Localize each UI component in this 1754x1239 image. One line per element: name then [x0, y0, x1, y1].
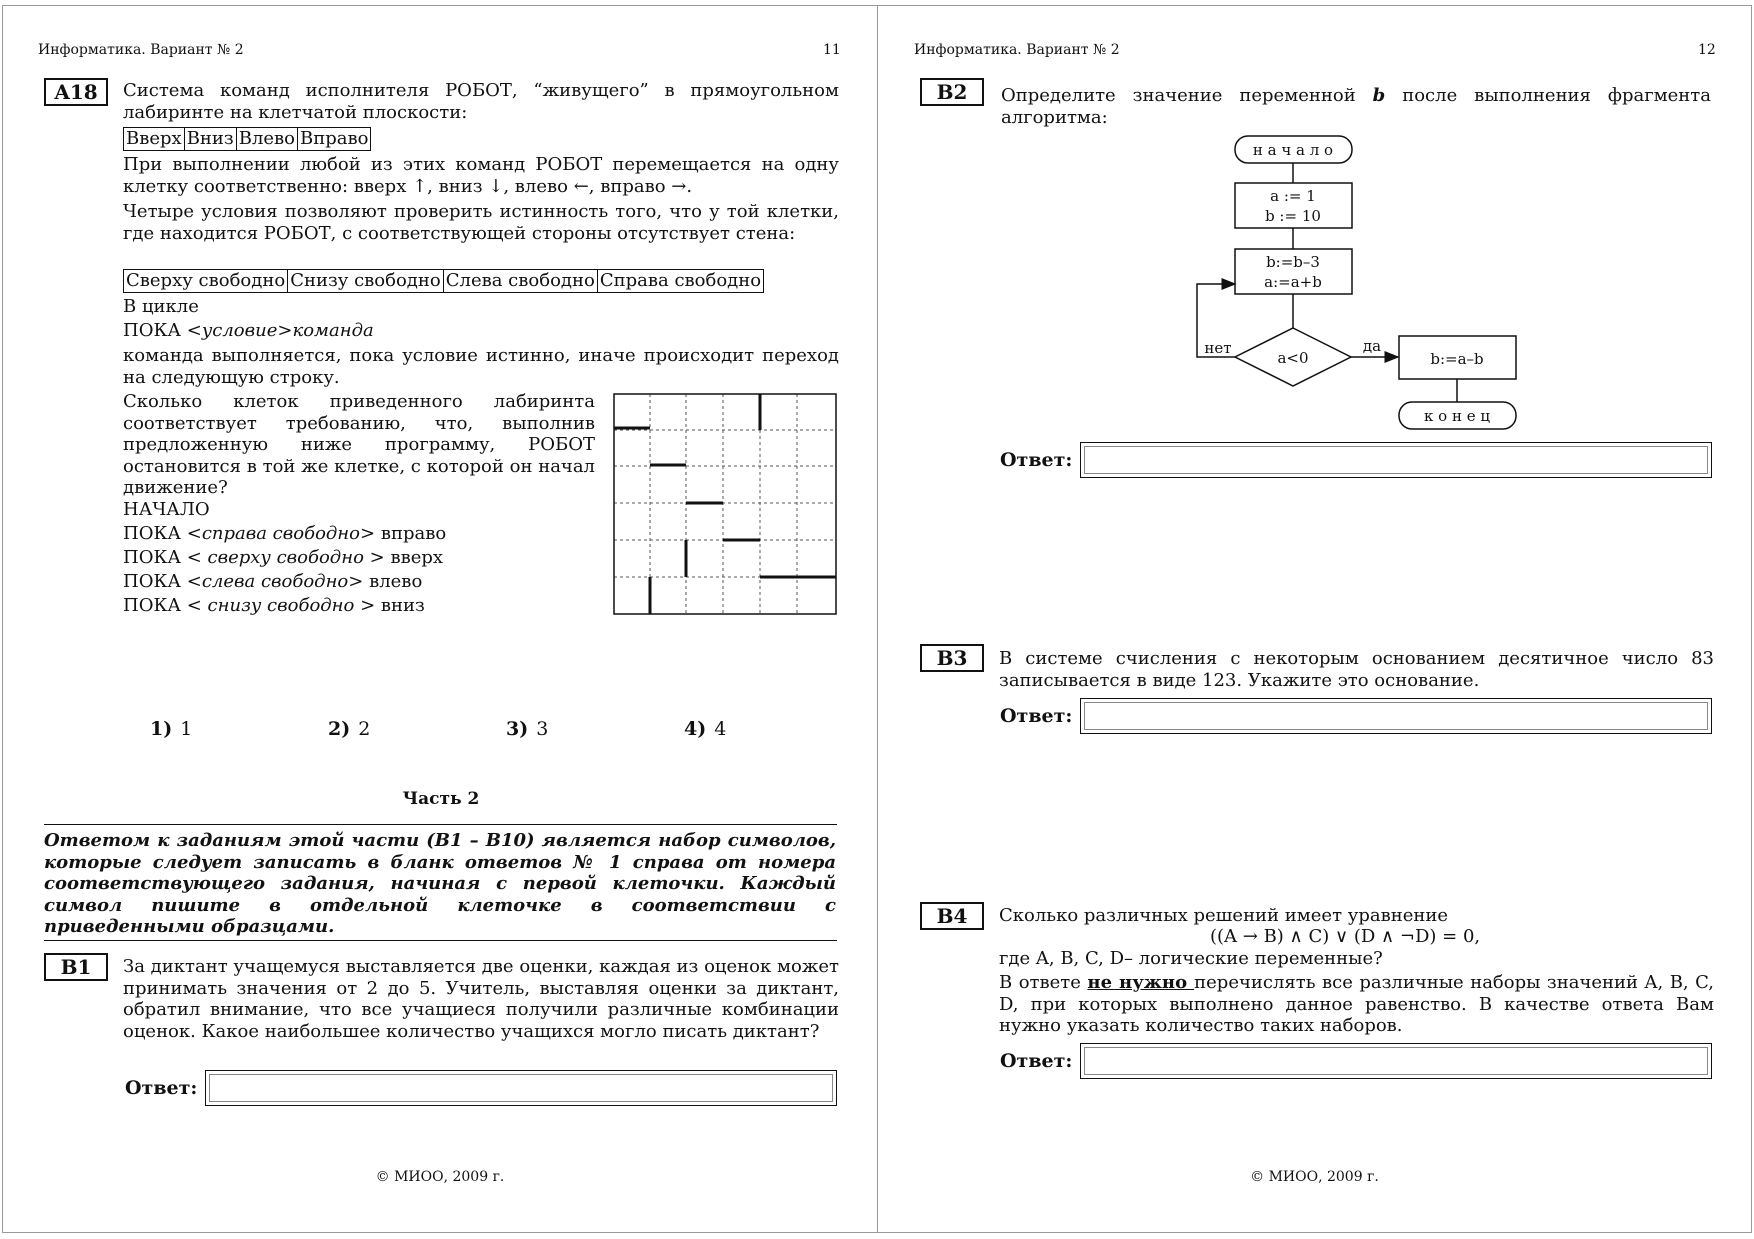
flow-after-label: b:=a–b	[1430, 350, 1484, 368]
answer-option-2[interactable]: 2) 2	[328, 718, 371, 740]
program-line: ПОКА < сверху свободно > вверх	[123, 547, 444, 568]
flow-body-label: b:=b–3	[1266, 253, 1320, 271]
command-box: Вниз	[184, 127, 237, 151]
flow-init-label: a := 1	[1270, 187, 1316, 205]
b2-question: Определите значение переменной b после выполнения фрагмента алгоритма:	[1001, 85, 1711, 128]
condition-box: Справа свободно	[597, 269, 764, 293]
page-footer: © МИОО, 2009 г.	[1250, 1169, 1379, 1185]
b4-equation: ((A → B) ∧ C) ∨ (D ∧ ¬D) = 0,	[1210, 926, 1481, 947]
task-tag-a18: A18	[44, 78, 108, 106]
flow-condition-label: a<0	[1277, 349, 1309, 367]
answer-option-1[interactable]: 1) 1	[150, 718, 193, 740]
loop-syntax: ПОКА <условие>команда	[123, 320, 374, 341]
page-number: 11	[823, 42, 841, 58]
loop-intro: В цикле	[123, 296, 199, 317]
program-line: ПОКА <слева свободно> влево	[123, 571, 423, 592]
condition-box: Снизу свободно	[287, 269, 444, 293]
b1-question: За диктант учащемуся выставляется две оценки, каждая из оценок может принимать значения от 2 до 5. Учитель, выставляя оценки за диктант, обратил внимание, что все учащиеся получили различные комбинации оценок. Какое наибольшее количество учащихся могло писать диктант?	[123, 956, 839, 1042]
command-box: Вправо	[297, 127, 371, 151]
a18-question: Сколько клеток приведенного лабиринта соответствует требованию, что, выполнив предложенную ниже программу, РОБОТ остановится в той же клетке, с которой он начал движение?	[123, 391, 595, 498]
task-tag-b1: B1	[44, 953, 108, 981]
flow-end-label: к о н е ц	[1424, 407, 1490, 425]
flow-init-label: b := 10	[1265, 207, 1321, 225]
program-line: НАЧАЛО	[123, 499, 210, 520]
program-line: ПОКА < снизу свободно > вниз	[123, 595, 425, 616]
flow-body-label: a:=a+b	[1264, 273, 1322, 291]
answer-label: Ответ:	[1000, 1050, 1073, 1072]
b3-question: В системе счисления с некоторым основанием десятичное число 83 записывается в виде 123. Укажите это основание.	[999, 648, 1714, 691]
right-page	[877, 5, 1752, 1233]
page-footer: © МИОО, 2009 г.	[375, 1169, 505, 1185]
answer-option-3[interactable]: 3) 3	[506, 718, 549, 740]
answer-field-b3[interactable]	[1080, 698, 1712, 734]
flow-start-label: н а ч а л о	[1252, 141, 1334, 159]
part2-instructions: Ответом к заданиям этой части (В1 – В10) является набор символов, которые следует записать в бланк ответов № 1 справа от номера соответствующего задания, начиная с первой клеточки. Каждый символ пишите в отдельной клеточке в соответствии с приведенными образцами.	[44, 830, 836, 937]
page-number: 12	[1698, 42, 1716, 58]
b4-instructions: В ответе не нужно перечислять все различные наборы значений A, B, C, D, при которых выполнено данное равенство. В качестве ответа Вам нужно указать количество таких наборов.	[999, 972, 1714, 1036]
condition-box: Сверху свободно	[123, 269, 288, 293]
b2-answer-row	[1000, 442, 1712, 478]
divider	[44, 824, 837, 825]
flow-yes-label: да	[1362, 337, 1382, 355]
program-line: ПОКА <справа свободно> вправо	[123, 523, 447, 544]
maze-grid	[613, 393, 837, 615]
answer-label: Ответ:	[1000, 449, 1073, 471]
flowchart	[1193, 128, 1490, 433]
a18-intro: Система команд исполнителя РОБОТ, “живущего” в прямоугольном лабиринте на клетчатой плоскости:	[123, 80, 839, 123]
task-tag-b3: B3	[920, 644, 984, 672]
answer-option-4[interactable]: 4) 4	[684, 718, 727, 740]
command-box: Вверх	[123, 127, 185, 151]
part2-title: Часть 2	[402, 789, 480, 809]
b3-answer-row	[1000, 698, 1712, 734]
task-tag-b4: B4	[920, 902, 984, 930]
answer-label: Ответ:	[1000, 705, 1073, 727]
b4-question: Сколько различных решений имеет уравнение	[999, 905, 1449, 926]
divider	[44, 940, 837, 941]
answer-field-b1[interactable]	[205, 1070, 837, 1106]
page-header: Информатика. Вариант № 2	[914, 42, 1120, 58]
command-box: Влево	[236, 127, 298, 151]
b4-variables: где A, B, C, D– логические переменные?	[999, 948, 1383, 969]
a18-command-list	[123, 127, 370, 151]
a18-moves-text: При выполнении любой из этих команд РОБОТ перемещается на одну клетку соответственно: вверх ↑, вниз ↓, влево ←, вправо →.	[123, 154, 839, 197]
flow-no-label: нет	[1204, 339, 1232, 357]
a18-conditions-text: Четыре условия позволяют проверить истинность того, что у той клетки, где находится РОБОТ, с соответствующей стороны отсутствует стена:	[123, 201, 839, 244]
left-page	[2, 5, 878, 1233]
page-header: Информатика. Вариант № 2	[38, 42, 244, 58]
a18-loop-desc: команда выполняется, пока условие истинно, иначе происходит переход на следующую строку.	[123, 345, 839, 388]
answer-field-b2[interactable]	[1080, 442, 1712, 478]
answer-label: Ответ:	[125, 1077, 198, 1099]
condition-box: Слева свободно	[443, 269, 598, 293]
a18-condition-list	[123, 269, 763, 293]
answer-field-b4[interactable]	[1080, 1043, 1712, 1079]
b1-answer-row	[125, 1070, 837, 1106]
b4-answer-row	[1000, 1043, 1712, 1079]
task-tag-b2: B2	[920, 78, 984, 106]
